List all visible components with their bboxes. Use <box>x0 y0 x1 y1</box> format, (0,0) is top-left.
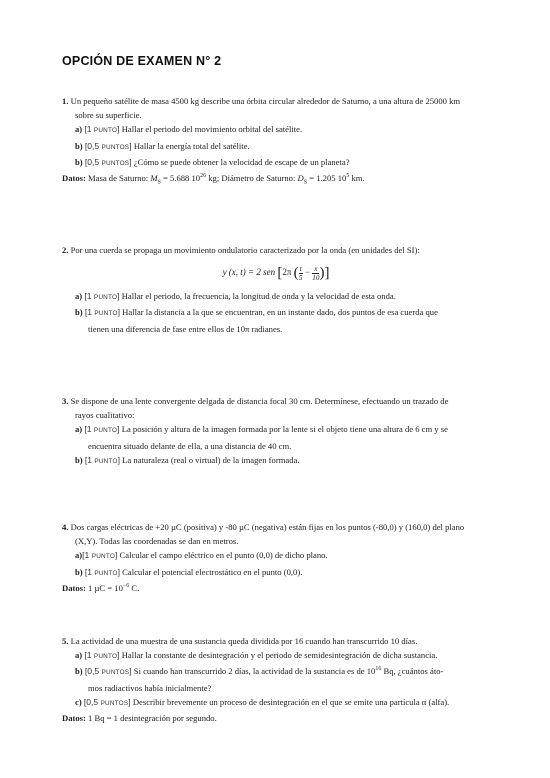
question-5 <box>62 634 490 725</box>
subquestion-c: c) [0,5 PUNTOS] Describir brevemente un proceso de desintegración en el que se emite una partícula α (alfa). <box>75 696 450 707</box>
question-text: La actividad de una muestra de una sustancia queda dividida por 16 cuando han transcurrido 10 días. <box>70 636 418 646</box>
question-2 <box>62 243 490 336</box>
datos: Datos: 1 Bq = 1 desintegración por segundo. <box>62 713 217 724</box>
points-badge: [1 PUNTO] <box>84 307 121 318</box>
question-text-cont: (X,Y). Todas las coordenadas se dan en metros. <box>75 536 239 547</box>
subquestion-b: b) [1 PUNTO] La naturaleza (real o virtual) de la imagen formada. <box>75 454 300 465</box>
datos: Datos: 1 $\mu C = 10^{-6}$ C. <box>62 582 140 593</box>
points-badge: [0,5 PUNTOS] <box>84 666 132 677</box>
question-number: 5. <box>62 636 69 646</box>
subquestion-a: a) [1 PUNTO] Hallar el periodo, la frecuencia, la longitud de onda y la velocidad de esta onda. <box>75 291 396 302</box>
question-text: Un pequeño satélite de masa 4500 kg describe una órbita circular alrededor de Saturno, a una altura de 25000 km <box>70 96 461 106</box>
points-badge: [1 PUNTO] <box>82 550 118 561</box>
exam-title: OPCIÓN DE EXAMEN N° 2 <box>62 54 222 68</box>
subquestion-b-cont: tienen una diferencia de fase entre ellos de 10π radianes. <box>88 323 283 334</box>
points-badge: [1 PUNTO] <box>84 124 120 135</box>
subquestion-b-cont: mos radiactivos había inicialmente? <box>88 682 212 693</box>
subquestion-a: a) [1 PUNTO] Hallar la constante de desintegración y el periodo de semidesintegración de dicha sustancia. <box>75 650 438 661</box>
question-number: 2. <box>62 245 69 255</box>
subquestion-b: b) [1 PUNTO] Calcular el potencial electrostático en el punto (0,0). <box>75 566 303 577</box>
subquestion-b2: b) [0,5 PUNTOS] ¿Cómo se puede obtener la velocidad de escape de un planeta? <box>75 156 350 167</box>
points-badge: [1 PUNTO] <box>84 566 121 577</box>
points-badge: [1 PUNTO] <box>84 650 120 661</box>
question-text-cont: rayos cualitativo: <box>75 410 135 421</box>
points-badge: [0,5 PUNTOS] <box>84 156 132 167</box>
question-number: 4. <box>62 522 69 532</box>
subquestion-a: a)[1 PUNTO] Calcular el campo eléctrico en el punto (0,0) de dicho plano. <box>75 550 328 561</box>
question-1 <box>62 94 490 185</box>
subquestion-b: b) [0,5 PUNTOS] Si cuando han transcurrido 2 días, la actividad de la sustancia es de $10^{16}$ Bq, ¿cuántos áto- <box>75 666 444 677</box>
points-badge: [0,5 PUNTOS] <box>84 140 132 151</box>
datos: Datos: Masa de Saturno: $M_S = 5.688$ $10^{26}$ kg; Diámetro de Saturno: $D_S = 1.205$ $10^5$ km. <box>62 173 365 186</box>
question-text: Se dispone de una lente convergente delgada de distancia focal 30 cm. Determínese, efectuando un trazado de <box>68 396 449 406</box>
question-text-cont: sobre su superficie. <box>75 110 142 121</box>
subquestion-b: b) [1 PUNTO] Hallar la distancia a la que se encuentran, en un instante dado, dos puntos de esa cuerda que <box>75 307 438 318</box>
subquestion-a: a) [1 PUNTO] La posición y altura de la imagen formada por la lente si el objeto tiene una altura de 6 cm y se <box>75 424 448 435</box>
question-3 <box>62 394 490 469</box>
question-text: Por una cuerda se propaga un movimiento ondulatorio caracterizado por la onda (en unidades del SI): <box>70 245 420 255</box>
question-text: Dos cargas eléctricas de +20 µC (positiva) y -80 µC (negativa) están fijas en los puntos (-80,0) y (160,0) del plano <box>70 522 465 532</box>
points-badge: [1 PUNTO] <box>84 454 121 465</box>
question-4 <box>62 520 490 595</box>
subquestion-a-cont: encuentra situado delante de ella, a una distancia de 40 cm. <box>88 440 292 451</box>
subquestion-a: a) [1 PUNTO] Hallar el periodo del movimiento orbital del satélite. <box>75 124 303 135</box>
subquestion-b: b) [0,5 PUNTOS] Hallar la energía total del satélite. <box>75 140 250 151</box>
points-badge: [0,5 PUNTOS] <box>83 696 131 707</box>
points-badge: [1 PUNTO] <box>84 291 120 302</box>
wave-formula: y (x, t) = 2 sen [2π ( $\frac{t}{5}$ − $\frac{x}{10}$ )] <box>222 264 330 282</box>
question-number: 3. <box>62 396 69 406</box>
question-number: 1. <box>62 96 69 106</box>
points-badge: [1 PUNTO] <box>84 424 120 435</box>
